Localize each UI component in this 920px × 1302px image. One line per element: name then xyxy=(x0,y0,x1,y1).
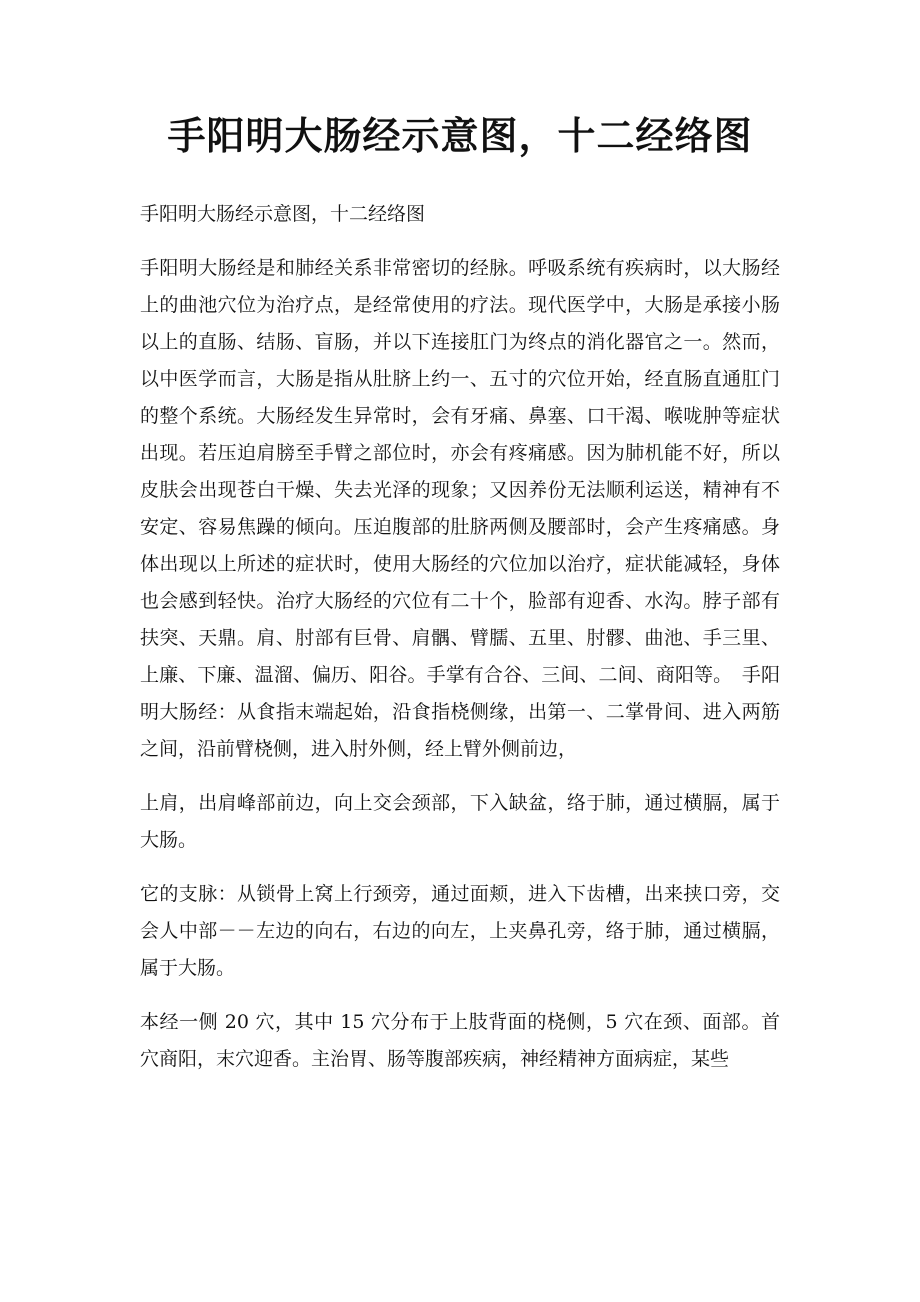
document-body xyxy=(140,196,780,1095)
document-title: 手阳明大肠经示意图，十二经络图 xyxy=(167,113,753,158)
body-paragraph-points: 本经一侧 20 穴，其中 15 穴分布于上肢背面的桡侧，5 穴在颈、面部。首穴商阳，末穴迎香。主治胃、肠等腹部疾病，神经精神方面病症，某些 xyxy=(140,1011,780,1070)
body-paragraph-intro: 手阳明大肠经是和肺经关系非常密切的经脉。呼吸系统有疾病时，以大肠经上的曲池穴位为治疗点，是经常使用的疗法。现代医学中，大肠是承接小肠以上的直肠、结肠、盲肠，并以下连接肛门为终点的消化器官之一。然而，以中医学而言，大肠是指从肚脐上约一、五寸的穴位开始，经直肠直通肛门的整个系统。大肠经发生异常时，会有牙痛、鼻塞、口干渴、喉咙肿等症状出现。若压迫肩膀至手臂之部位时，亦会有疼痛感。因为肺机能不好，所以皮肤会出现苍白干燥、失去光泽的现象；又因养份无法顺利运送，精神有不安定、容易焦躁的倾向。压迫腹部的肚脐两侧及腰部时，会产生疼痛感。身体出现以上所述的症状时，使用大肠经的穴位加以治疗，症状能减轻，身体也会感到轻快。治疗大肠经的穴位有二十个，脸部有迎香、水沟。脖子部有扶突、天鼎。肩、肘部有巨骨、肩髃、臂臑、五里、肘髎、曲池、手三里、上廉、下廉、温溜、偏历、阳谷。手掌有合谷、三间、二间、商阳等。 手阳明大肠经：从食指末端起始，沿食指桡侧缘，出第一、二掌骨间、进入两筋之间，沿前臂桡侧，进入肘外侧，经上臂外侧前边， xyxy=(140,257,780,760)
subtitle-paragraph: 手阳明大肠经示意图，十二经络图 xyxy=(140,203,426,225)
body-paragraph-branch: 它的支脉：从锁骨上窝上行颈旁，通过面颊，进入下齿槽，出来挟口旁，交会人中部－－左边的向右，右边的向左，上夹鼻孔旁，络于肺，通过横膈，属于大肠。 xyxy=(140,883,780,979)
body-paragraph-shoulder: 上肩，出肩峰部前边，向上交会颈部，下入缺盆，络于肺，通过横膈，属于大肠。 xyxy=(140,792,780,851)
